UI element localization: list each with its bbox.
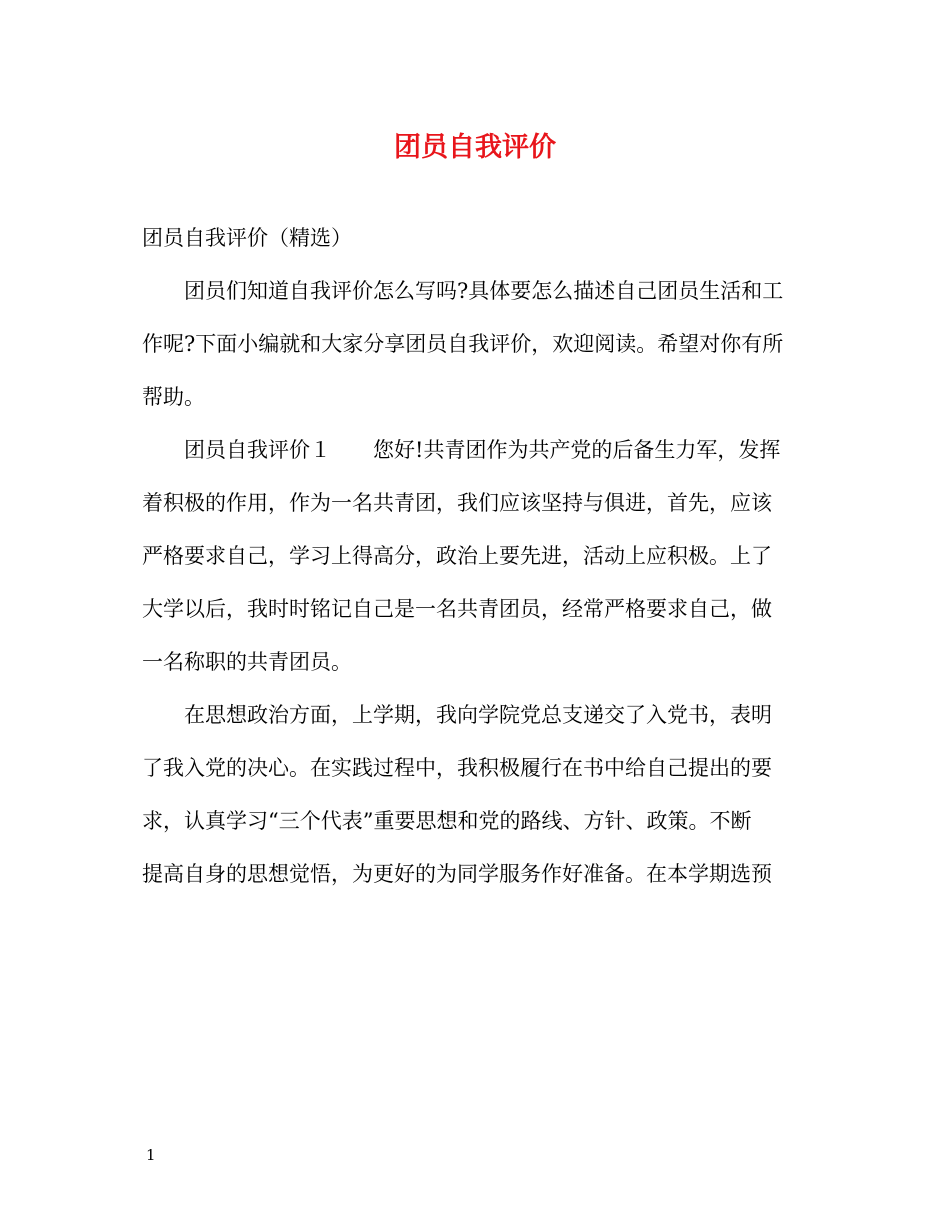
subtitle-line: 团员自我评价（精选） — [142, 226, 352, 250]
paragraph-line: 严格要求自己，学习上得高分，政治上要先进，活动上应积极。上了 — [142, 544, 772, 568]
paragraph-line: 求，认真学习“三个代表”重要思想和党的路线、方针、政策。不断 — [142, 809, 752, 833]
paragraph-line: 大学以后，我时时铭记自己是一名共青团员，经常严格要求自己，做 — [142, 597, 772, 621]
document-title: 团员自我评价 — [394, 132, 556, 163]
page-number: 1 — [146, 1146, 156, 1164]
paragraph-line: 提高自身的思想觉悟，为更好的为同学服务作好准备。在本学期选预 — [142, 862, 772, 886]
paragraph-line: 了我入党的决心。在实践过程中，我积极履行在书中给自己提出的要 — [142, 756, 772, 780]
paragraph-line: 团员们知道自我评价怎么写吗?具体要怎么描述自己团员生活和工 — [184, 279, 784, 303]
paragraph-line: 在思想政治方面，上学期，我向学院党总支递交了入党书，表明 — [184, 703, 772, 727]
document-body — [142, 212, 812, 901]
paragraph-line: 一名称职的共青团员。 — [142, 650, 352, 674]
paragraph-line: 帮助。 — [142, 385, 205, 409]
paragraph-line: 作呢?下面小编就和大家分享团员自我评价，欢迎阅读。希望对你有所 — [142, 332, 784, 356]
paragraph-line: 团员自我评价１ 您好!共青团作为共产党的后备生力军，发挥 — [184, 438, 781, 462]
paragraph-line: 着积极的作用，作为一名共青团，我们应该坚持与俱进，首先，应该 — [142, 491, 772, 515]
